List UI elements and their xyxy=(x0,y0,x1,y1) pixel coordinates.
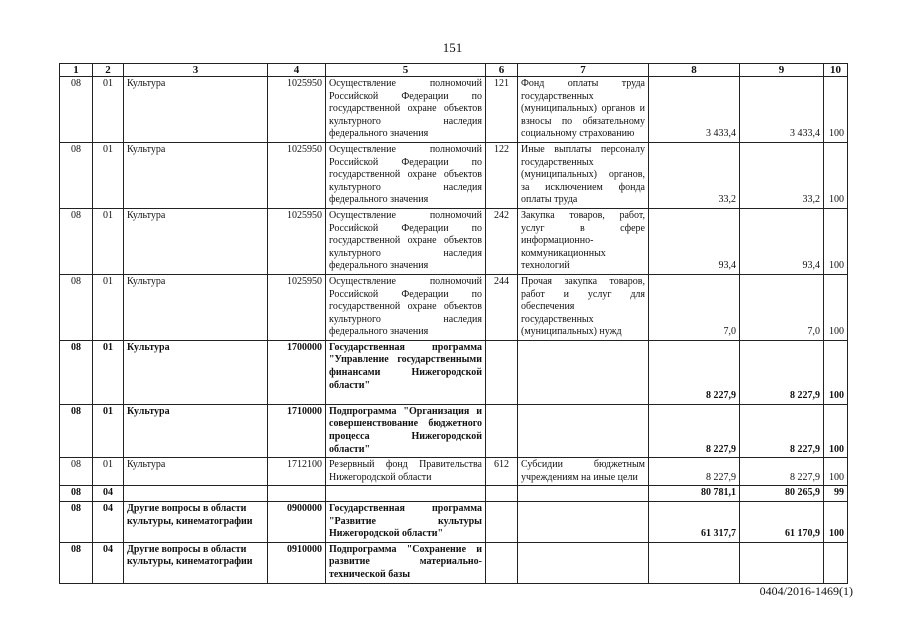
column-header: 4 xyxy=(268,64,326,77)
table-cell-c1: 08 xyxy=(60,208,93,274)
table-cell-c3: Культура xyxy=(124,458,268,486)
table-cell-c6 xyxy=(486,542,518,583)
table-cell-c4: 0900000 xyxy=(268,502,326,543)
table-cell-c10: 100 xyxy=(824,458,848,486)
table-cell-c6: 122 xyxy=(486,142,518,208)
table-cell-c9: 80 265,9 xyxy=(740,486,824,502)
table-cell-c1: 08 xyxy=(60,340,93,404)
table-cell-c10 xyxy=(824,542,848,583)
table-row xyxy=(60,542,848,583)
table-cell-c7 xyxy=(518,404,649,457)
table-cell-c8: 93,4 xyxy=(649,208,740,274)
table-cell-c5: Осуществление полномочий Российской Федерации по государственной охране объектов культурного наследия федерального значения xyxy=(326,274,486,340)
document-code: 0404/2016-1469(1) xyxy=(759,584,853,598)
table-row xyxy=(60,340,848,404)
table-cell-c6 xyxy=(486,404,518,457)
table-cell-c3: Культура xyxy=(124,340,268,404)
table-cell-c5: Резервный фонд Правительства Нижегородской области xyxy=(326,458,486,486)
column-header: 9 xyxy=(740,64,824,77)
table-row xyxy=(60,274,848,340)
table-row xyxy=(60,502,848,543)
column-header: 8 xyxy=(649,64,740,77)
table-cell-c1: 08 xyxy=(60,274,93,340)
table-cell-c2: 01 xyxy=(93,142,124,208)
table-row xyxy=(60,486,848,502)
column-header: 7 xyxy=(518,64,649,77)
budget-table xyxy=(59,63,848,584)
column-header: 2 xyxy=(93,64,124,77)
table-cell-c5: Осуществление полномочий Российской Федерации по государственной охране объектов культурного наследия федерального значения xyxy=(326,142,486,208)
table-cell-c2: 01 xyxy=(93,404,124,457)
table-cell-c7: Субсидии бюджетным учреждениям на иные цели xyxy=(518,458,649,486)
table-cell-c9: 7,0 xyxy=(740,274,824,340)
table-cell-c5 xyxy=(326,486,486,502)
table-cell-c1: 08 xyxy=(60,142,93,208)
table-cell-c10: 100 xyxy=(824,274,848,340)
table-row xyxy=(60,142,848,208)
table-row xyxy=(60,404,848,457)
table-cell-c8: 3 433,4 xyxy=(649,77,740,143)
table-cell-c1: 08 xyxy=(60,404,93,457)
table-cell-c2: 01 xyxy=(93,274,124,340)
table-cell-c2: 01 xyxy=(93,208,124,274)
table-cell-c4: 0910000 xyxy=(268,542,326,583)
table-cell-c9 xyxy=(740,542,824,583)
table-cell-c10: 100 xyxy=(824,208,848,274)
table-cell-c9: 93,4 xyxy=(740,208,824,274)
table-cell-c1: 08 xyxy=(60,486,93,502)
table-cell-c9: 8 227,9 xyxy=(740,404,824,457)
table-cell-c7 xyxy=(518,486,649,502)
table-cell-c7: Закупка товаров, работ, услуг в сфере информационно-коммуникационных технологий xyxy=(518,208,649,274)
column-header: 5 xyxy=(326,64,486,77)
table-cell-c5: Осуществление полномочий Российской Федерации по государственной охране объектов культурного наследия федерального значения xyxy=(326,77,486,143)
column-header: 1 xyxy=(60,64,93,77)
column-header: 10 xyxy=(824,64,848,77)
column-header: 6 xyxy=(486,64,518,77)
table-cell-c8: 8 227,9 xyxy=(649,340,740,404)
table-cell-c8: 8 227,9 xyxy=(649,404,740,457)
table-cell-c2: 01 xyxy=(93,458,124,486)
table-cell-c9: 33,2 xyxy=(740,142,824,208)
table-cell-c7: Иные выплаты персоналу государственных (муниципальных) органов, за исключением фонда оплаты труда xyxy=(518,142,649,208)
table-cell-c4: 1700000 xyxy=(268,340,326,404)
table-cell-c3: Другие вопросы в области культуры, кинематографии xyxy=(124,542,268,583)
table-cell-c4: 1025950 xyxy=(268,274,326,340)
table-cell-c8: 7,0 xyxy=(649,274,740,340)
table-cell-c5: Государственная программа "Управление государственными финансами Нижегородской области" xyxy=(326,340,486,404)
table-cell-c6 xyxy=(486,502,518,543)
table-cell-c9: 3 433,4 xyxy=(740,77,824,143)
table-cell-c9: 61 170,9 xyxy=(740,502,824,543)
table-cell-c8: 80 781,1 xyxy=(649,486,740,502)
table-cell-c5: Государственная программа "Развитие культуры Нижегородской области" xyxy=(326,502,486,543)
table-cell-c7 xyxy=(518,502,649,543)
table-cell-c10: 100 xyxy=(824,77,848,143)
table-cell-c8: 8 227,9 xyxy=(649,458,740,486)
table-cell-c6 xyxy=(486,340,518,404)
table-cell-c2: 04 xyxy=(93,486,124,502)
table-cell-c4: 1025950 xyxy=(268,77,326,143)
table-cell-c6: 612 xyxy=(486,458,518,486)
table-cell-c9: 8 227,9 xyxy=(740,340,824,404)
table-cell-c3: Культура xyxy=(124,77,268,143)
table-row xyxy=(60,458,848,486)
table-cell-c6: 242 xyxy=(486,208,518,274)
table-cell-c2: 01 xyxy=(93,340,124,404)
table-cell-c3 xyxy=(124,486,268,502)
table-row xyxy=(60,208,848,274)
header-row xyxy=(60,64,848,77)
table-cell-c1: 08 xyxy=(60,77,93,143)
table-cell-c3: Культура xyxy=(124,208,268,274)
table-cell-c9: 8 227,9 xyxy=(740,458,824,486)
table-cell-c4: 1025950 xyxy=(268,208,326,274)
table-cell-c2: 04 xyxy=(93,542,124,583)
table-cell-c5: Подпрограмма "Сохранение и развитие материально-технической базы xyxy=(326,542,486,583)
table-cell-c2: 04 xyxy=(93,502,124,543)
table-cell-c10: 100 xyxy=(824,404,848,457)
table-cell-c10: 99 xyxy=(824,486,848,502)
table-cell-c10: 100 xyxy=(824,142,848,208)
table-cell-c7 xyxy=(518,542,649,583)
table-cell-c4: 1710000 xyxy=(268,404,326,457)
table-cell-c1: 08 xyxy=(60,502,93,543)
table-cell-c3: Культура xyxy=(124,404,268,457)
page-number: 151 xyxy=(442,40,463,55)
column-header: 3 xyxy=(124,64,268,77)
table-cell-c4 xyxy=(268,486,326,502)
table-cell-c5: Осуществление полномочий Российской Федерации по государственной охране объектов культурного наследия федерального значения xyxy=(326,208,486,274)
table-cell-c2: 01 xyxy=(93,77,124,143)
table-cell-c8: 33,2 xyxy=(649,142,740,208)
table-cell-c7: Прочая закупка товаров, работ и услуг для обеспечения государственных (муниципальных) нужд xyxy=(518,274,649,340)
table-cell-c5: Подпрограмма "Организация и совершенствование бюджетного процесса Нижегородской области" xyxy=(326,404,486,457)
table-cell-c8 xyxy=(649,542,740,583)
table-cell-c4: 1712100 xyxy=(268,458,326,486)
table-cell-c4: 1025950 xyxy=(268,142,326,208)
table-cell-c3: Другие вопросы в области культуры, кинематографии xyxy=(124,502,268,543)
table-cell-c8: 61 317,7 xyxy=(649,502,740,543)
table-cell-c6 xyxy=(486,486,518,502)
table-cell-c3: Культура xyxy=(124,274,268,340)
table-cell-c6: 244 xyxy=(486,274,518,340)
table-cell-c10: 100 xyxy=(824,502,848,543)
table-cell-c7: Фонд оплаты труда государственных (муниципальных) органов и взносы по обязательному социальному страхованию xyxy=(518,77,649,143)
table-cell-c6: 121 xyxy=(486,77,518,143)
table-cell-c7 xyxy=(518,340,649,404)
table-row xyxy=(60,77,848,143)
table-cell-c10: 100 xyxy=(824,340,848,404)
table-cell-c1: 08 xyxy=(60,458,93,486)
table-cell-c1: 08 xyxy=(60,542,93,583)
table-cell-c3: Культура xyxy=(124,142,268,208)
